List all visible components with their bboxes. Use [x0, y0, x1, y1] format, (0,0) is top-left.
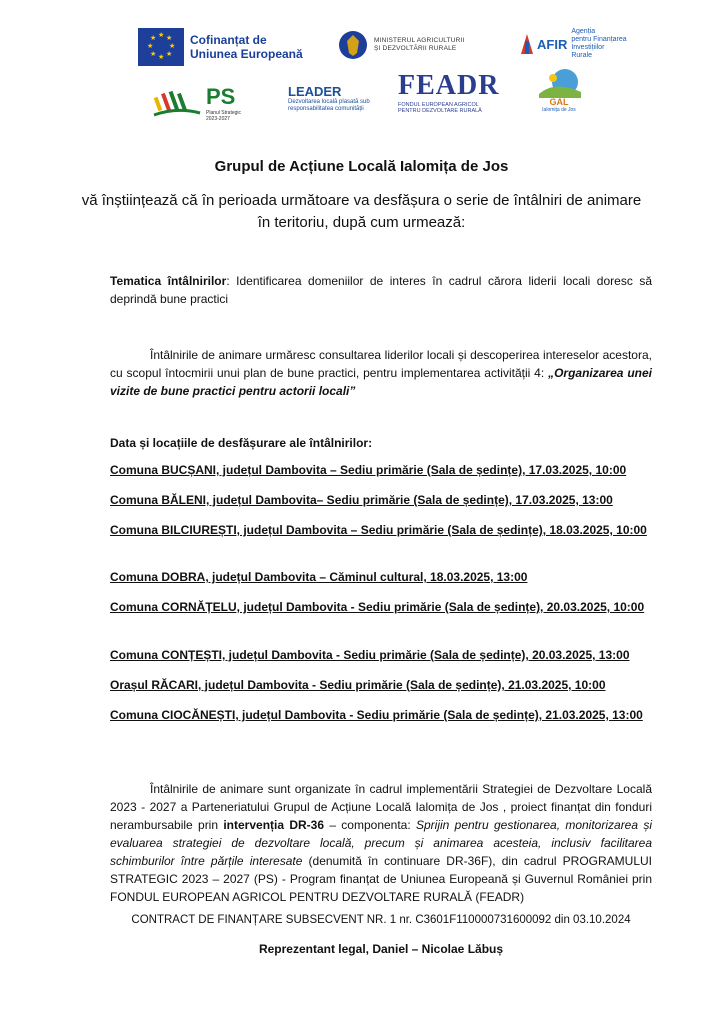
closing-paragraph	[110, 780, 652, 906]
logo-header	[0, 0, 723, 130]
contract-line: CONTRACT DE FINANȚARE SUBSECVENT NR. 1 nr. C3601F110000731600092 din 03.10.2024	[131, 914, 631, 926]
feadr-name: FEADR	[398, 70, 500, 101]
feadr-logo	[398, 70, 499, 114]
afir-logo	[520, 28, 627, 60]
activity-title: „Organizarea unei vizite de bune practici pentru actorii locali”	[110, 366, 652, 398]
eu-cofinancing-logo	[138, 28, 303, 66]
locations-heading: Data și locațiile de desfășurare ale întâlnirilor:	[110, 436, 373, 450]
closing-part1: Întâlnirile de animare sunt organizate în cadrul implementării Strategiei de Dezvoltare Locală 2023 - 2027 a Parteneriatului Grupul de Acțiune Locală Ialomița de Jos , proiect finanțat din fonduri nerambursabile prin	[110, 782, 652, 832]
afir-line3: Investițiilor	[571, 44, 605, 51]
ps-name: PS	[206, 84, 236, 109]
ps-sub2: 2023-2027	[206, 116, 230, 122]
leader-name: LEADER	[288, 84, 342, 99]
closing-part2: – componenta:	[324, 818, 416, 832]
intro-text: Întâlnirile de animare urmăresc consultarea liderilor locali și descoperirea intereselor acestora, cu scopul întocmirii unui plan de bune practici, pentru implementarea activității 4:	[110, 348, 652, 380]
tematica-text: : Identificarea domeniilor de interes în cadrul cărora liderii locali doresc să deprindă bune practici	[110, 274, 653, 306]
location-item: Comuna DOBRA, județul Dambovita – Căminul cultural, 18.03.2025, 13:00	[110, 570, 528, 584]
document-title: Grupul de Acțiune Locală Ialomița de Jos	[214, 158, 509, 175]
afir-name: AFIR	[537, 36, 568, 52]
location-item: Comuna CORNĂȚELU, județul Dambovita - Sediu primărie (Sala de ședințe), 20.03.2025, 10:00	[110, 600, 645, 614]
eu-line2: Uniunea Europeană	[190, 47, 303, 61]
leader-logo	[288, 84, 370, 113]
afir-mark-icon	[520, 33, 534, 55]
legal-representative: Reprezentant legal, Daniel – Nicolae Lăbuș	[258, 942, 504, 956]
gal-sub: Ialomița de Jos	[542, 107, 576, 113]
ps-logo	[152, 84, 241, 122]
location-item: Comuna BILCIUREȘTI, județul Dambovita – Sediu primărie (Sala de ședințe), 18.03.2025, 10:00	[110, 523, 647, 537]
closing-part3: (denumită în continuare DR-36F), din cadrul PROGRAMULUI STRATEGIC 2023 – 2027 (PS) - Program finanțat de Uniunea Europeană și Guvernul României prin FONDUL EUROPEAN AGRICOL PENTRU DEZVOLTARE RURALĂ (FEADR)	[110, 854, 653, 904]
feadr-sub1: FONDUL EUROPEAN AGRICOL	[398, 102, 479, 108]
location-item: Comuna BĂLENI, județul Dambovita– Sediu primărie (Sala de ședințe), 17.03.2025, 13:00	[110, 493, 613, 507]
leader-sub1: Dezvoltarea locală plasată sub	[288, 99, 370, 105]
ministry-logo	[338, 28, 465, 62]
gal-landscape-icon	[535, 68, 583, 98]
ps-stripes-icon	[152, 87, 202, 119]
gal-name: GAL	[549, 97, 569, 107]
location-item: Comuna CIOCĂNEȘTI, județul Dambovita - Sediu primărie (Sala de ședințe), 21.03.2025, 13:00	[110, 708, 643, 722]
afir-line1: Agenția	[571, 28, 596, 35]
romanian-coat-of-arms-icon	[338, 28, 368, 62]
gal-logo	[532, 68, 586, 113]
afir-line2: pentru Finanțarea	[571, 36, 627, 43]
location-item: Comuna BUCȘANI, județul Dambovita – Sediu primărie (Sala de ședințe), 17.03.2025, 10:00	[110, 463, 627, 477]
eu-line1: Cofinanțat de	[190, 33, 267, 47]
component-description: Sprijin pentru gestionarea, monitorizarea și evaluarea strategiei de dezvoltare locală, precum și animarea acesteia, inclusiv facilitarea schimburilor între părțile interesate	[110, 818, 653, 868]
intro-paragraph	[110, 346, 652, 400]
document-subtitle: vă înștiințează că în perioada următoare va desfășura o serie de întâlniri de animare în teritoriu, după cum urmează:	[81, 192, 642, 231]
tematica-paragraph	[110, 272, 652, 308]
ministry-line1: MINISTERUL AGRICULTURII	[374, 37, 465, 44]
location-item: Orașul RĂCARI, județul Dambovita - Sediu primărie (Sala de ședințe), 21.03.2025, 10:00	[110, 678, 606, 692]
location-item: Comuna CONȚEȘTI, județul Dambovita - Sediu primărie (Sala de ședințe), 20.03.2025, 13:00	[110, 648, 630, 662]
ministry-line2: ȘI DEZVOLTĂRII RURALE	[374, 45, 457, 52]
afir-line4: Rurale	[571, 52, 592, 59]
intervention-code: intervenția DR-36	[223, 818, 325, 832]
tematica-label: Tematica întâlnirilor	[110, 274, 227, 288]
eu-flag-icon: ★ ★ ★ ★ ★ ★ ★ ★	[138, 28, 184, 66]
feadr-sub2: PENTRU DEZVOLTARE RURALĂ	[398, 108, 482, 114]
leader-sub2: responsabilitatea comunității	[288, 106, 364, 112]
ps-sub1: Planul Strategic	[206, 110, 242, 116]
